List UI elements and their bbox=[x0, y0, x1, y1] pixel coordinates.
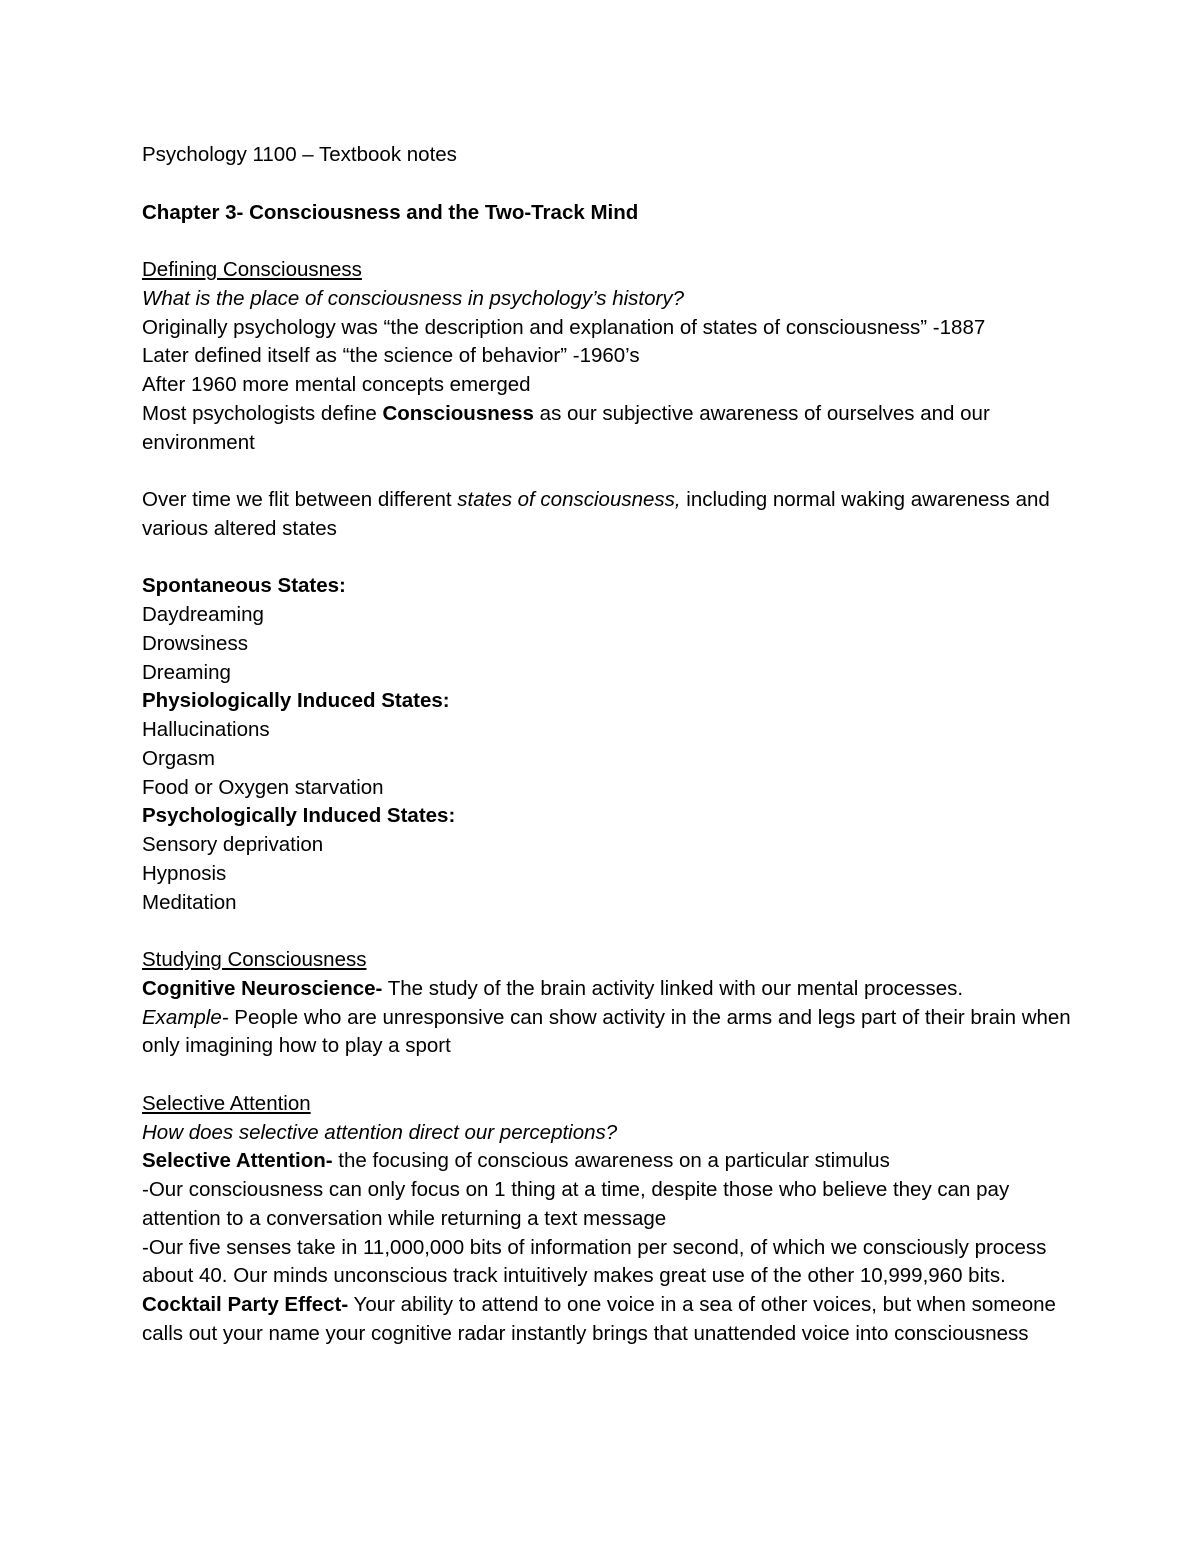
defining-line-1960: Later defined itself as “the science of behavior” -1960’s bbox=[142, 344, 640, 368]
list-item: Daydreaming bbox=[142, 603, 264, 626]
defining-line-after-1960: After 1960 more mental concepts emerged bbox=[142, 373, 531, 396]
list-item: Sensory deprivation bbox=[142, 833, 324, 856]
course-title: Psychology 1100 – Textbook notes bbox=[142, 143, 457, 166]
list-item: Dreaming bbox=[142, 660, 231, 684]
list-item: Meditation bbox=[142, 890, 237, 914]
psychological-heading: Psychologically Induced States: bbox=[142, 804, 456, 828]
list-item: Hallucinations bbox=[142, 718, 270, 741]
list-item: Orgasm bbox=[142, 746, 215, 770]
cocktail-party-term: Cocktail Party Effect- bbox=[142, 1293, 349, 1316]
list-item: Food or Oxygen starvation bbox=[142, 775, 384, 799]
states-paragraph: Over time we flit between different states of consciousness, including normal waking awareness and various altered states bbox=[142, 488, 1050, 540]
section-heading-defining: Defining Consciousness bbox=[142, 258, 362, 281]
section-heading-selective: Selective Attention bbox=[142, 1091, 311, 1115]
example-paragraph: Example- People who are unresponsive can show activity in the arms and legs part of their brain when only imagining how to play a sport bbox=[142, 1005, 1071, 1058]
list-item: Drowsiness bbox=[142, 631, 248, 655]
example-label: Example- bbox=[142, 1005, 229, 1029]
defining-question: What is the place of consciousness in psychology’s history? bbox=[142, 286, 685, 310]
selective-point-2: -Our five senses take in 11,000,000 bits of information per second, of which we consciously process about 40. Our minds unconscious track intuitively makes great use of the other 10,999,960 bits. bbox=[142, 1235, 1047, 1288]
cocktail-party-definition: Cocktail Party Effect- Your ability to attend to one voice in a sea of other voices, but when someone calls out your name your cognitive radar instantly brings that unattended voice into consciousness bbox=[142, 1293, 1056, 1345]
consciousness-definition: Most psychologists define Consciousness as our subjective awareness of ourselves and our environment bbox=[142, 401, 990, 454]
selective-question: How does selective attention direct our perceptions? bbox=[142, 1120, 618, 1144]
section-heading-studying: Studying Consciousness bbox=[142, 948, 367, 971]
notes-body bbox=[142, 141, 1072, 1349]
list-item: Hypnosis bbox=[142, 861, 227, 885]
cognitive-neuroscience-definition: Cognitive Neuroscience- The study of the brain activity linked with our mental processes. bbox=[142, 976, 964, 1000]
defining-line-1887: Originally psychology was “the description and explanation of states of consciousness” -1887 bbox=[142, 315, 986, 339]
selective-attention-term: Selective Attention- bbox=[142, 1149, 333, 1173]
states-term: states of consciousness, bbox=[457, 488, 681, 511]
cognitive-neuroscience-term: Cognitive Neuroscience- bbox=[142, 976, 383, 1000]
selective-point-1: -Our consciousness can only focus on 1 thing at a time, despite those who believe they can pay attention to a conversation while returning a text message bbox=[142, 1178, 1010, 1230]
consciousness-term: Consciousness bbox=[382, 401, 534, 425]
chapter-title: Chapter 3- Consciousness and the Two-Track Mind bbox=[142, 200, 639, 224]
physiological-heading: Physiologically Induced States: bbox=[142, 689, 450, 713]
spontaneous-heading: Spontaneous States: bbox=[142, 574, 346, 598]
selective-attention-definition: Selective Attention- the focusing of conscious awareness on a particular stimulus bbox=[142, 1149, 890, 1173]
